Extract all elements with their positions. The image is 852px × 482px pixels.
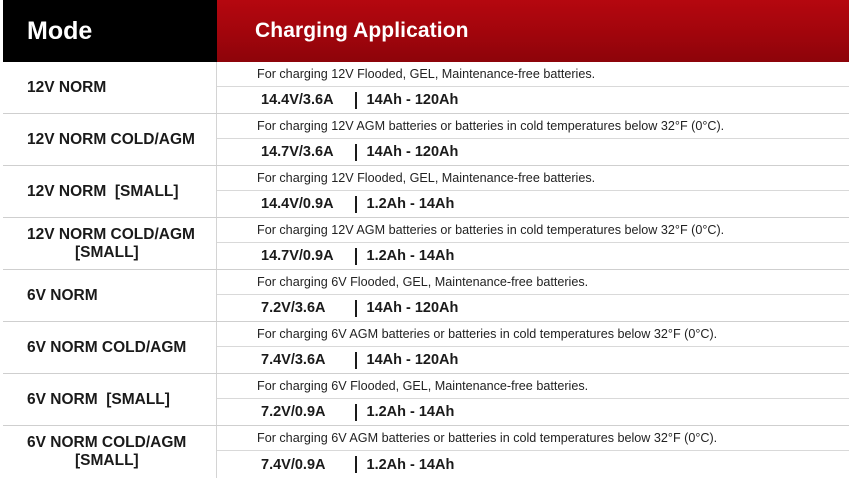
mode-name: 6V NORM [SMALL] — [27, 390, 170, 408]
charge-spec — [217, 87, 849, 113]
application-cell — [217, 426, 849, 478]
application-cell — [217, 114, 849, 165]
table-row — [3, 270, 849, 322]
spec-divider — [355, 456, 357, 473]
application-description: For charging 6V Flooded, GEL, Maintenance-free batteries. — [217, 374, 849, 399]
mode-name: 12V NORM COLD/AGM — [27, 130, 195, 148]
charge-spec — [217, 295, 849, 321]
voltage-current-value: 7.4V/0.9A — [261, 456, 326, 473]
table-body — [3, 62, 849, 478]
table-row — [3, 218, 849, 270]
charge-spec — [217, 399, 849, 425]
battery-capacity-range: 1.2Ah - 14Ah — [366, 456, 455, 473]
voltage-current-value: 7.2V/0.9A — [261, 404, 326, 420]
application-description: For charging 6V AGM batteries or batteries in cold temperatures below 32°F (0°C). — [217, 426, 849, 451]
voltage-current-value: 14.7V/0.9A — [261, 248, 334, 264]
mode-cell — [3, 374, 217, 425]
battery-capacity-range: 14Ah - 120Ah — [366, 352, 459, 368]
voltage-current-value: 14.4V/3.6A — [261, 92, 334, 108]
mode-cell — [3, 62, 217, 113]
mode-name-suffix: [SMALL] — [75, 452, 139, 469]
mode-cell — [3, 322, 217, 373]
application-cell — [217, 62, 849, 113]
application-description: For charging 12V Flooded, GEL, Maintenance-free batteries. — [217, 166, 849, 191]
voltage-current-value: 14.4V/0.9A — [261, 196, 334, 212]
battery-capacity-range: 14Ah - 120Ah — [366, 300, 459, 316]
battery-capacity-range: 14Ah - 120Ah — [366, 144, 459, 160]
application-cell — [217, 374, 849, 425]
spec-divider — [355, 92, 357, 109]
battery-capacity-range: 1.2Ah - 14Ah — [366, 196, 455, 212]
mode-column-header: Mode — [3, 0, 217, 62]
charge-spec — [217, 243, 849, 269]
voltage-current-value: 7.2V/3.6A — [261, 300, 326, 316]
spec-divider — [355, 248, 357, 265]
charge-spec — [217, 139, 849, 165]
mode-cell — [3, 166, 217, 217]
spec-divider — [355, 404, 357, 421]
charging-application-column-header: Charging Application — [217, 0, 849, 62]
table-header — [3, 0, 849, 62]
spec-divider — [355, 144, 357, 161]
application-cell — [217, 322, 849, 373]
table-row — [3, 62, 849, 114]
spec-divider — [355, 300, 357, 317]
table-row — [3, 374, 849, 426]
charging-modes-table — [3, 0, 849, 480]
spec-divider — [355, 352, 357, 369]
application-description: For charging 12V Flooded, GEL, Maintenance-free batteries. — [217, 62, 849, 87]
voltage-current-value: 14.7V/3.6A — [261, 144, 334, 160]
mode-cell — [3, 218, 217, 269]
mode-cell — [3, 270, 217, 321]
mode-name: 12V NORM [SMALL] — [27, 182, 179, 200]
mode-name: 12V NORM COLD/AGM — [27, 225, 195, 243]
mode-name: 6V NORM COLD/AGM — [27, 434, 187, 451]
table-row — [3, 166, 849, 218]
charge-spec — [217, 347, 849, 373]
application-cell — [217, 270, 849, 321]
mode-cell — [3, 114, 217, 165]
application-description: For charging 6V AGM batteries or batteries in cold temperatures below 32°F (0°C). — [217, 322, 849, 347]
spec-divider — [355, 196, 357, 213]
application-description: For charging 6V Flooded, GEL, Maintenance-free batteries. — [217, 270, 849, 295]
table-row — [3, 322, 849, 374]
application-cell — [217, 218, 849, 269]
battery-capacity-range: 14Ah - 120Ah — [366, 92, 459, 108]
mode-cell — [3, 426, 217, 478]
charge-spec — [217, 191, 849, 217]
application-description: For charging 12V AGM batteries or batteries in cold temperatures below 32°F (0°C). — [217, 218, 849, 243]
charge-spec — [217, 451, 849, 478]
table-row — [3, 114, 849, 166]
application-cell — [217, 166, 849, 217]
battery-capacity-range: 1.2Ah - 14Ah — [366, 248, 455, 264]
mode-name: 6V NORM COLD/AGM — [27, 338, 187, 356]
mode-name: 12V NORM — [27, 78, 107, 96]
battery-capacity-range: 1.2Ah - 14Ah — [366, 404, 455, 420]
mode-name-suffix: [SMALL] — [75, 243, 139, 261]
voltage-current-value: 7.4V/3.6A — [261, 352, 326, 368]
application-description: For charging 12V AGM batteries or batteries in cold temperatures below 32°F (0°C). — [217, 114, 849, 139]
mode-name: 6V NORM — [27, 286, 98, 304]
table-row — [3, 426, 849, 478]
